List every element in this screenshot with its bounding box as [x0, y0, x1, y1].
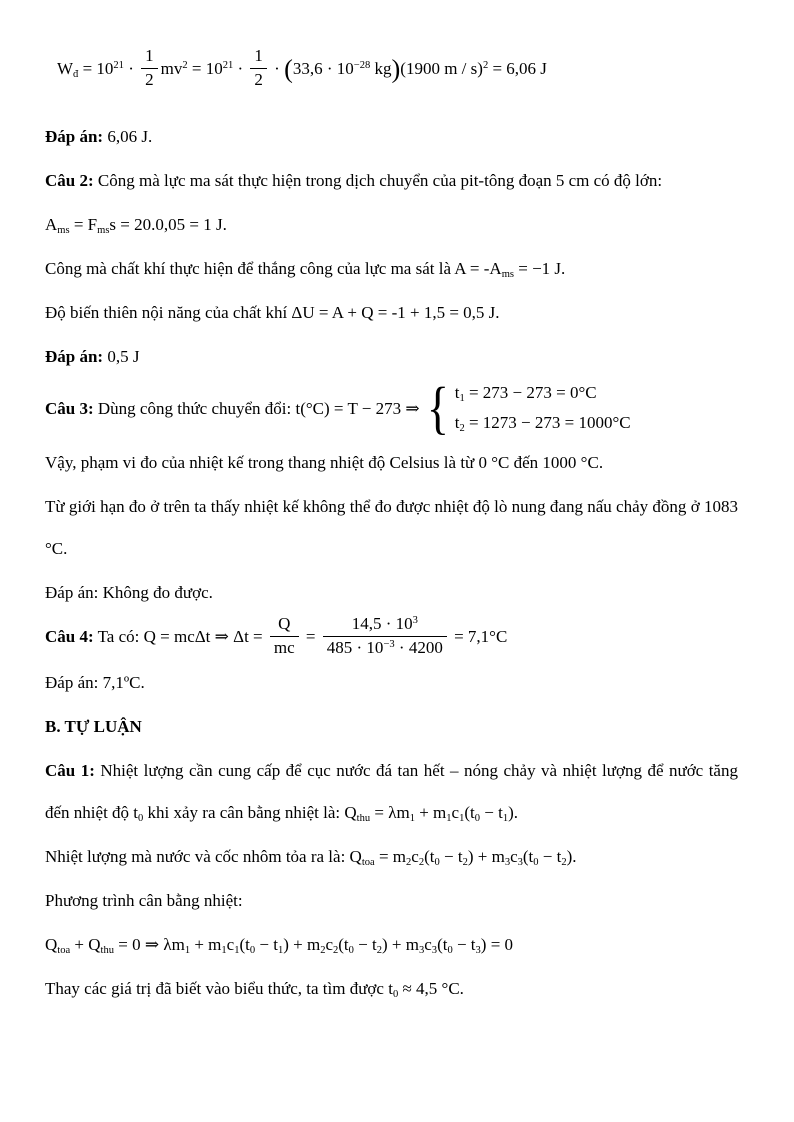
text-run: Đáp án: 7,1ºC.	[45, 672, 145, 692]
paragraph-cau2-statement	[45, 160, 738, 202]
text-run: toa	[57, 944, 71, 956]
text-run: − t	[255, 934, 278, 954]
text-run: 0	[434, 856, 440, 868]
paragraph-cau4-formula	[45, 616, 738, 660]
text-run: = 10	[78, 59, 114, 78]
bold-text-run: Câu 1:	[45, 760, 95, 780]
text-run: 0	[533, 856, 539, 868]
text-run: = 273 − 273 = 0°C	[464, 382, 597, 402]
text-run: ms	[501, 268, 514, 280]
text-run: 485 · 10	[326, 637, 384, 657]
text-run: 1	[221, 944, 227, 956]
text-run: Thay các giá trị đã biết vào biểu thức, ta tìm được t	[45, 978, 393, 998]
equation-system-line	[455, 378, 631, 408]
paragraph-tuluan-cau1-qtoa	[45, 836, 738, 878]
text-run: 1	[446, 812, 452, 824]
text-run: khi xảy ra cân bằng nhiệt là: Q	[143, 802, 357, 822]
text-run: =	[301, 626, 320, 646]
text-run: ) = 0	[480, 934, 514, 954]
text-run: 3	[517, 856, 523, 868]
text-run: 2	[182, 60, 188, 72]
text-run: 0	[138, 812, 144, 824]
fraction-numerator	[141, 46, 158, 68]
text-run: mc	[273, 637, 295, 657]
text-run: ).	[566, 846, 577, 866]
text-run: (t	[522, 846, 534, 866]
text-run: (t	[424, 846, 435, 866]
text-run: Độ biến thiên nội năng của chất khí ΔU = A + Q = -1 + 1,5 = 0,5 J.	[45, 302, 500, 322]
fraction-numerator	[323, 614, 447, 636]
text-run: 2	[418, 856, 425, 868]
paragraph-tuluan-cau1-balance-equation	[45, 924, 738, 966]
fraction-denominator	[141, 69, 158, 90]
text-run: (t	[239, 934, 250, 954]
text-run: 1	[409, 812, 415, 824]
text-run: ms	[57, 224, 70, 236]
text-run: = F	[69, 214, 98, 234]
fraction-numerator	[270, 614, 299, 636]
text-run: + Q	[70, 934, 101, 954]
bold-text-run: Câu 2:	[45, 170, 94, 190]
bold-text-run: Đáp án:	[45, 346, 104, 366]
text-run: s = 20.0,05 = 1 J.	[109, 214, 227, 234]
bold-text-run: Câu 3:	[45, 398, 94, 418]
text-run: 2	[333, 944, 339, 956]
text-run: 3	[475, 944, 481, 956]
text-run: − t	[538, 846, 562, 866]
text-run: )	[391, 54, 401, 84]
paragraph-answer-6-06	[45, 116, 738, 158]
text-run: − t	[480, 802, 503, 822]
text-run: (1900 m / s)	[400, 59, 483, 78]
text-run: Q	[278, 614, 291, 634]
text-run: Vậy, phạm vi đo của nhiệt kế trong thang nhiệt độ Celsius là từ 0 °C đến 1000 °C.	[45, 452, 604, 472]
fraction-numerator	[250, 46, 267, 68]
text-run: c	[451, 802, 460, 822]
text-run: −3	[383, 638, 395, 650]
text-run: 14,5 · 10	[351, 614, 413, 634]
text-run: − t	[452, 934, 476, 954]
text-run: c	[411, 846, 419, 866]
paragraph-answer-7-1	[45, 662, 738, 704]
text-run: 2	[254, 69, 263, 89]
paragraph-cau2-friction-work	[45, 204, 738, 246]
text-run: Phương trình cân bằng nhiệt:	[45, 890, 243, 910]
paragraph-cau3-range	[45, 442, 738, 484]
text-run: − t	[353, 934, 377, 954]
text-run: W	[57, 59, 74, 78]
text-run: 1	[234, 944, 240, 956]
text-run: Đáp án: Không đo được.	[45, 582, 213, 602]
bold-text-run: Đáp án:	[45, 126, 104, 146]
text-run: Dùng công thức chuyển đổi: t(°C) = T − 273 ⇒	[93, 398, 424, 418]
paragraph-tuluan-cau1-statement	[45, 750, 738, 834]
text-run: Ta có: Q = mcΔt ⇒ Δt =	[93, 626, 267, 646]
fraction-denominator	[323, 637, 447, 658]
text-run: c	[424, 934, 432, 954]
fraction	[270, 614, 299, 658]
bold-text-run: B. TỰ LUẬN	[45, 716, 142, 736]
fraction	[323, 614, 447, 658]
text-run: ).	[508, 802, 518, 822]
text-run: = −1 J.	[513, 258, 566, 278]
fraction-denominator	[250, 69, 267, 90]
text-run: mv	[160, 59, 183, 78]
paragraph-tuluan-cau1-result	[45, 968, 738, 1010]
text-run: Nhiệt lượng cần cung cấp để cục nước đá tan hết – nóng chảy và nhiệt lượng để nước tăng đến nhiệt độ t	[45, 760, 738, 822]
text-run: −28	[353, 60, 371, 72]
text-run: Công mà chất khí thực hiện để thắng công của lực ma sát là A = -A	[45, 258, 502, 278]
text-run: ≈ 4,5 °C.	[398, 978, 464, 998]
text-run: 2	[482, 60, 489, 72]
text-run: = 1273 − 273 = 1000°C	[464, 412, 631, 432]
paragraph-cau3-conclusion	[45, 486, 738, 570]
text-run: kg	[370, 59, 392, 78]
equation-system-line	[455, 408, 631, 438]
text-run: ·	[269, 59, 285, 78]
paragraph-cau3-conversion	[45, 374, 738, 440]
text-run: 1	[184, 944, 191, 956]
text-run: Q	[45, 934, 58, 954]
text-run: 2	[561, 856, 567, 868]
text-run: 1	[459, 812, 465, 824]
text-run: c	[510, 846, 518, 866]
fraction-denominator	[270, 637, 299, 658]
text-run: Công mà lực ma sát thực hiện trong dịch chuyển của pit-tông đoạn 5 cm có độ lớn:	[93, 170, 663, 190]
text-run: + m	[190, 934, 222, 954]
text-run: 1	[254, 46, 263, 66]
text-run: = 0 ⇒ λm	[114, 934, 185, 954]
text-run: 1	[502, 812, 509, 824]
equation-system-lines	[455, 378, 631, 438]
text-run: Từ giới hạn đo ở trên ta thấy nhiệt kế không thể đo được nhiệt độ lò nung đang nấu chảy đồng ở 1083 °C.	[45, 496, 738, 558]
text-run: thu	[100, 944, 114, 956]
text-run: (	[284, 54, 293, 84]
text-run: 6,06 J.	[103, 126, 153, 146]
text-run: ) + m	[467, 846, 505, 866]
text-run: toa	[361, 856, 375, 868]
text-run: t	[454, 412, 460, 432]
text-run: (t	[464, 802, 475, 822]
paragraph-cau2-internal-energy	[45, 292, 738, 334]
text-run: 3	[431, 944, 438, 956]
paragraph-answer-0-5	[45, 336, 738, 378]
left-brace: {	[426, 374, 449, 440]
fraction	[141, 46, 158, 90]
fraction	[250, 46, 267, 90]
text-run: 3	[504, 856, 511, 868]
text-run: 0	[249, 944, 256, 956]
section-b-heading	[45, 706, 738, 748]
text-run: ·	[123, 59, 139, 78]
text-run: = λm	[370, 802, 410, 822]
text-run: · 4200	[394, 637, 443, 657]
paragraph-tuluan-cau1-equation-label	[45, 880, 738, 922]
text-run: 2	[376, 944, 382, 956]
paragraph-cau2-gas-work	[45, 248, 738, 290]
text-run: 0	[348, 944, 354, 956]
text-run: 0	[474, 812, 480, 824]
text-run: 21	[222, 60, 234, 72]
text-run: 1	[459, 392, 465, 404]
text-run: 2	[320, 944, 326, 956]
text-run: A	[45, 214, 58, 234]
text-run: 2	[145, 69, 154, 89]
text-run: 2	[406, 856, 412, 868]
text-run: t	[454, 382, 460, 402]
text-run: − t	[439, 846, 463, 866]
text-run: (t	[338, 934, 349, 954]
text-run: 1	[145, 46, 154, 66]
paragraph-formula-kinetic-energy	[57, 48, 738, 92]
bold-text-run: Câu 4:	[45, 626, 94, 646]
text-run: (t	[437, 934, 448, 954]
text-run: thu	[356, 812, 371, 824]
text-run: 0,5 J	[103, 346, 140, 366]
text-run: 0	[392, 988, 399, 1000]
text-run: 3	[418, 944, 425, 956]
text-run: 2	[459, 422, 465, 434]
text-run: 0	[447, 944, 453, 956]
text-run: = m	[374, 846, 407, 866]
text-run: 2	[462, 856, 468, 868]
equation-system	[424, 374, 631, 440]
text-run: ) + m	[382, 934, 419, 954]
text-run: = 7,1°C	[449, 626, 508, 646]
text-run: ms	[97, 224, 110, 236]
text-run: 3	[412, 615, 418, 627]
text-run: Nhiệt lượng mà nước và cốc nhôm tỏa ra là: Q	[45, 846, 362, 866]
text-run: + m	[414, 802, 447, 822]
text-run: ) + m	[283, 934, 321, 954]
text-run: 33,6 · 10	[292, 59, 354, 78]
text-run: c	[325, 934, 333, 954]
text-run: = 10	[187, 59, 223, 78]
text-run: ·	[233, 59, 248, 78]
text-run: 21	[113, 60, 124, 72]
text-run: = 6,06 J	[488, 59, 547, 78]
text-run: c	[226, 934, 235, 954]
text-run: 1	[277, 944, 284, 956]
paragraph-answer-khong-do-duoc	[45, 572, 738, 614]
text-run: đ	[73, 68, 79, 80]
